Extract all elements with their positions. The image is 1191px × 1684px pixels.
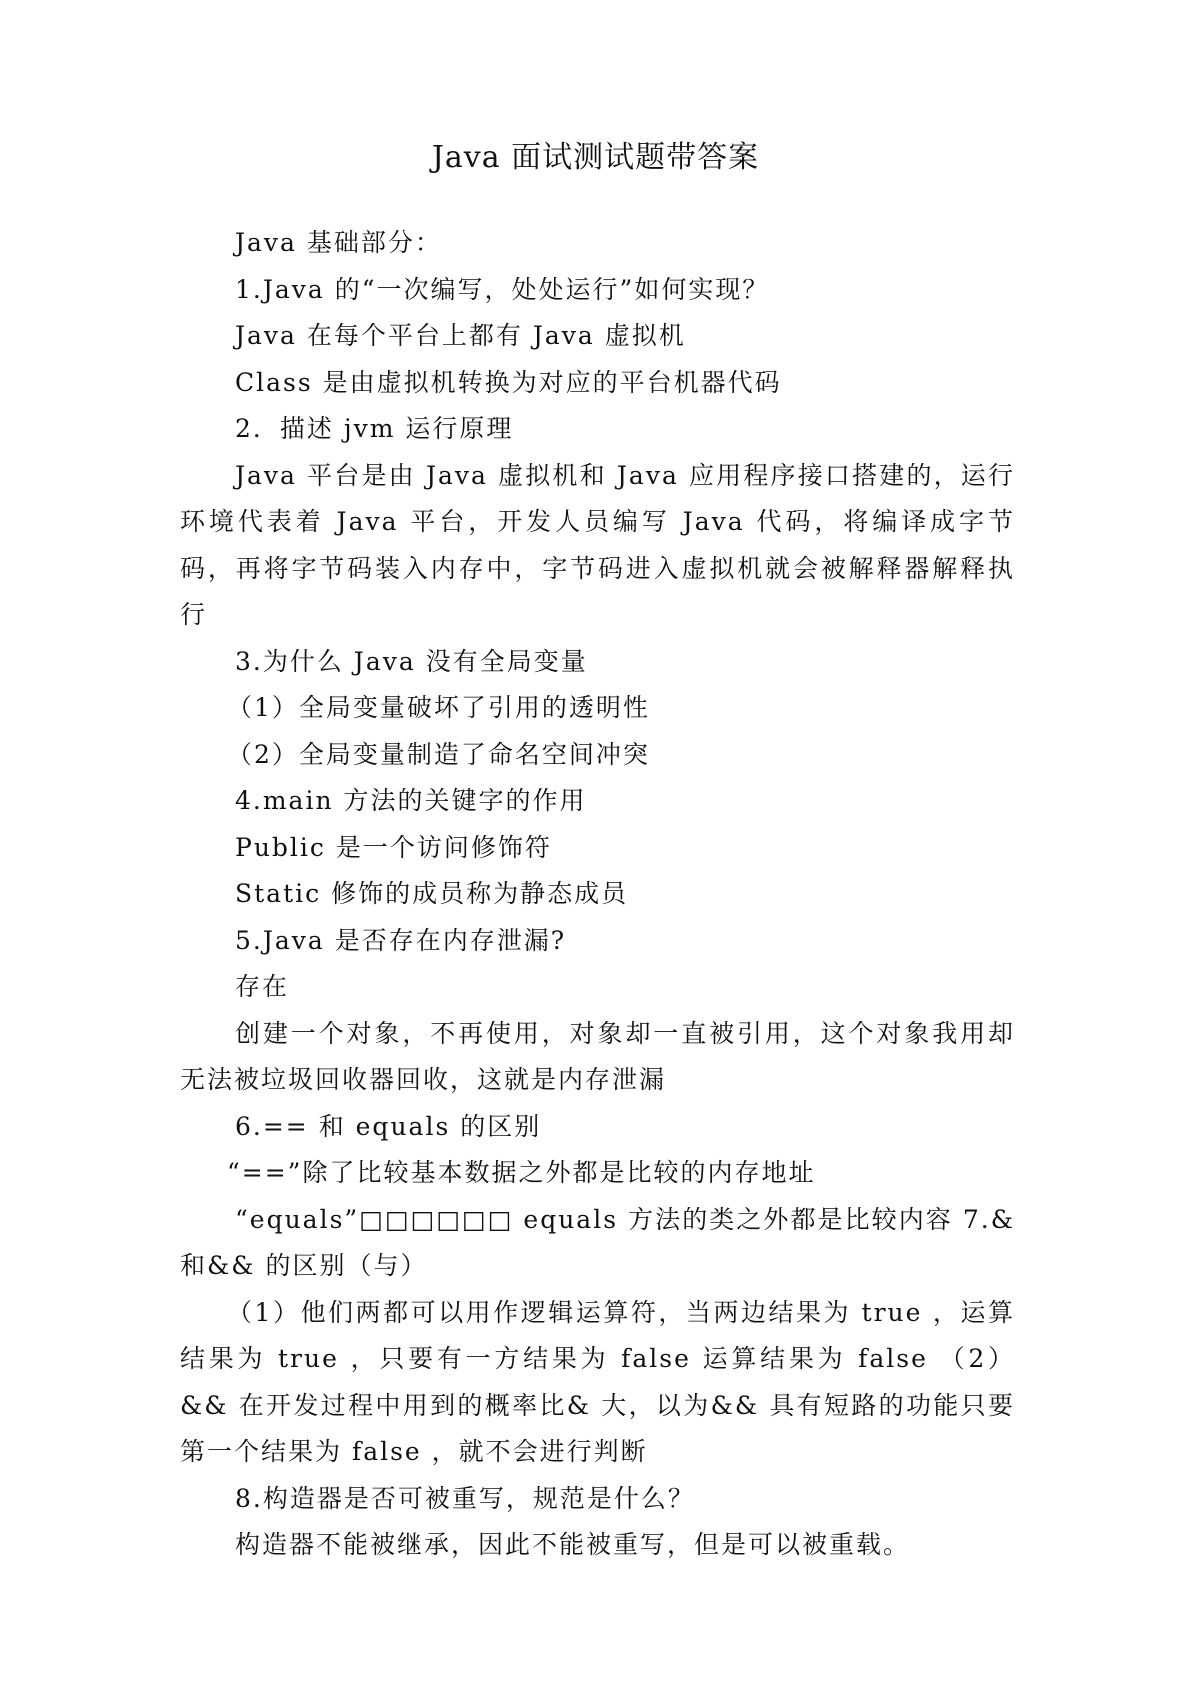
answer-1-line-1: Java 在每个平台上都有 Java 虚拟机	[235, 321, 686, 350]
question-6: 6.== 和 equals 的区别	[235, 1111, 542, 1141]
answer-5-line-2: 创建一个对象，不再使用，对象却一直被引用，这个对象我用却无法被垃圾回收器回收，这就是内存泄漏	[180, 1018, 1015, 1094]
answer-1-line-2: Class 是由虚拟机转换为对应的平台机器代码	[235, 367, 782, 397]
answer-6-line-2-and-question-7: “equals”□□□□□□ equals 方法的类之外都是比较内容 7.&和&& 的区别（与）	[180, 1204, 1015, 1280]
answer-3-point-1: （1）全局变量破坏了引用的透明性	[227, 693, 650, 722]
answer-2: Java 平台是由 Java 虚拟机和 Java 应用程序接口搭建的，运行环境代表着 Java 平台，开发人员编写 Java 代码，将编译成字节码，再将字节码装入内存中，字节码进入虚拟机就会被解释器解释执行	[180, 460, 1015, 629]
answer-7: （1）他们两都可以用作逻辑运算符，当两边结果为 true ，运算结果为 true ，只要有一方结果为 false 运算结果为 false （2）&& 在开发过程中用到的概率比& 大，以为&& 具有短路的功能只要第一个结果为 false ，就不会进行判断	[180, 1297, 1015, 1466]
answer-6-line-1: “==”除了比较基本数据之外都是比较的内存地址	[227, 1158, 816, 1187]
section-heading: Java 基础部分：	[235, 228, 442, 257]
question-4: 4.main 方法的关键字的作用	[235, 786, 587, 815]
answer-8: 构造器不能被继承，因此不能被重写，但是可以被重载。	[235, 1530, 911, 1559]
question-8: 8.构造器是否可被重写，规范是什么？	[235, 1483, 695, 1513]
answer-5-line-1: 存在	[235, 972, 290, 1001]
answer-4-line-1: Public 是一个访问修饰符	[235, 832, 552, 862]
answer-3-point-2: （2）全局变量制造了命名空间冲突	[227, 739, 650, 769]
answer-4-line-2: Static 修饰的成员称为静态成员	[235, 879, 629, 908]
question-1: 1.Java 的“一次编写，处处运行”如何实现？	[235, 274, 770, 304]
question-5: 5.Java 是否存在内存泄漏?	[235, 925, 567, 955]
question-3: 3.为什么 Java 没有全局变量	[235, 646, 588, 676]
document-body	[180, 220, 1015, 1569]
question-2: 2．描述 jvm 运行原理	[235, 414, 514, 443]
document-title: Java 面试测试题带答案	[431, 140, 760, 175]
